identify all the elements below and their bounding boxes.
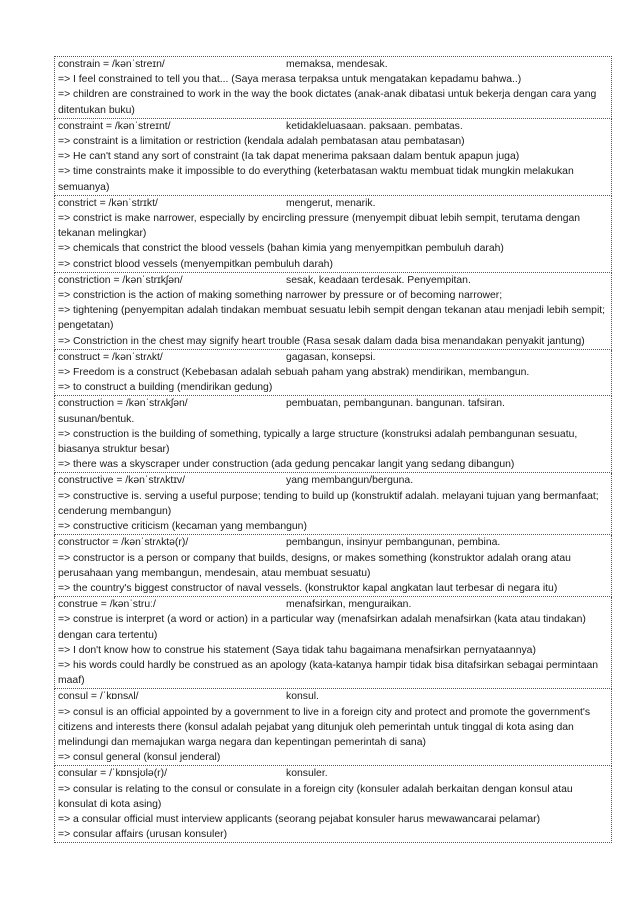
vocab-entry	[54, 56, 612, 119]
entry-headline	[58, 396, 609, 411]
entry-headline	[58, 196, 609, 211]
entry-headline	[58, 535, 609, 550]
entry-example: => I don't know how to construe his statement (Saya tidak tahu bagaimana menafsirkan pernyataannya)	[58, 644, 536, 656]
entry-example: => consular affairs (urusan konsuler)	[58, 829, 228, 841]
entry-example: => his words could hardly be construed as an apology (kata-katanya hampir tidak bisa ditafsirkan sebagai permintaan maaf)	[58, 659, 599, 687]
entry-example: => I feel constrained to tell you that... (Saya merasa terpaksa untuk mengatakan kepadamu bahwa..)	[58, 74, 522, 86]
vocab-entry	[54, 535, 612, 597]
vocab-entry	[54, 396, 612, 473]
entry-headline	[58, 689, 609, 704]
entry-example: => time constraints make it impossible to do everything (keterbatasan waktu membuat tidak mungkin melakukan semuanya)	[58, 166, 574, 193]
entry-term: construction = /kənˈstrʌkʃən/	[58, 398, 188, 410]
entry-headline	[58, 473, 609, 488]
entry-meaning: pembuatan, pembangunan. bangunan. tafsiran.	[286, 398, 505, 410]
entry-example: => constructor is a person or company that builds, designs, or makes something (konstruktor adalah orang atau perusahaan yang membangun, mendesain, atau membuat sesuatu)	[58, 552, 571, 579]
entry-example: => there was a skyscraper under construction (ada gedung pencakar langit yang sedang dibangun)	[58, 459, 515, 471]
entry-term: consul = /ˈkɒnsʌl/	[58, 691, 139, 703]
entry-example: => constriction is the action of making something narrower by pressure or of becoming narrower;	[58, 290, 503, 302]
vocab-entry	[54, 597, 612, 689]
entry-meaning: mengerut, menarik.	[286, 197, 376, 209]
vocab-entry	[54, 350, 612, 397]
entry-headline	[58, 273, 609, 288]
entry-headline	[58, 350, 609, 365]
entry-example: => a consular official must interview applicants (seorang pejabat konsuler harus mewawancarai pelamar)	[58, 813, 541, 825]
entry-meaning: yang membangun/berguna.	[286, 475, 414, 487]
entry-headline	[58, 597, 609, 612]
vocab-entry	[54, 766, 612, 843]
entry-example: => to construct a building (mendirikan gedung)	[58, 382, 273, 394]
entry-meaning: konsuler.	[286, 768, 328, 780]
entry-term: constrain = /kənˈstreɪn/	[58, 59, 165, 70]
entry-example: => construe is interpret (a word or action) in a particular way (menafsirkan adalah menafsirkan (kata atau tindakan) dengan cara tertentu)	[58, 614, 586, 641]
entry-example: => consul general (konsul jenderal)	[58, 752, 221, 764]
entry-example: => construction is the building of something, typically a large structure (konstruksi adalah pembangunan sesuatu, biasanya struktur besar)	[58, 428, 578, 456]
vocabulary-table	[54, 56, 612, 843]
entry-example: => Freedom is a construct (Kebebasan adalah sebuah paham yang abstrak) mendirikan, membangun.	[58, 367, 530, 379]
vocab-entry	[54, 196, 612, 273]
entry-example: => the country's biggest constructor of naval vessels. (konstruktor kapal angkatan laut terbesar di negara itu)	[58, 582, 558, 594]
entry-term: consular = /ˈkɒnsjʊlə(r)/	[58, 768, 167, 780]
entry-term: construe = /kənˈstruː/	[58, 599, 156, 611]
entry-meaning: ketidakleluasaan. paksaan. pembatas.	[286, 120, 463, 132]
entry-headline	[58, 119, 609, 134]
entry-term: constriction = /kənˈstrɪkʃən/	[58, 274, 183, 286]
entry-meaning: sesak, keadaan terdesak. Penyempitan.	[286, 274, 471, 286]
vocab-entry	[54, 119, 612, 196]
entry-example: => constructive criticism (kecaman yang membangun)	[58, 521, 307, 533]
entry-example: => Constriction in the chest may signify heart trouble (Rasa sesak dalam dada bisa menandakan penyakit jantung)	[58, 335, 585, 347]
entry-term: construct = /kənˈstrʌkt/	[58, 351, 163, 363]
entry-example: => constructive is. serving a useful purpose; tending to build up (konstruktif adalah. melayani tujuan yang bermanfaat; cenderung membangun)	[58, 490, 599, 517]
entry-meaning: menafsirkan, menguraikan.	[286, 599, 412, 611]
entry-example: => chemicals that constrict the blood vessels (bahan kimia yang menyempitkan pembuluh darah)	[58, 243, 504, 255]
entry-example: => constrict is make narrower, especially by encircling pressure (menyempit dibuat lebih sempit, terutama dengan tekanan melingkar)	[58, 213, 581, 240]
entry-example: => consul is an official appointed by a government to live in a foreign city and protect and promote the government's citizens and interests there (konsul adalah pejabat yang ditunjuk oleh pemerintah untuk tinggal di kota asing dan melindungi dan memajukan warga negara dan kepentingan pemerintah di sana)	[58, 706, 591, 748]
entry-example: => constrict blood vessels (menyempitkan pembuluh darah)	[58, 258, 333, 270]
entry-meaning: konsul.	[286, 691, 319, 703]
entry-example: => children are constrained to work in the way the book dictates (anak-anak dibatasi untuk bekerja dengan cara yang ditentukan buku)	[58, 89, 597, 116]
entry-term: constrict = /kənˈstrɪkt/	[58, 197, 158, 209]
entry-example: => consular is relating to the consul or consulate in a foreign city (konsuler adalah berkaitan dengan konsul atau konsulat di kota asing)	[58, 783, 573, 810]
entry-example: => He can't stand any sort of constraint (Ia tak dapat menerima paksaan dalam bentuk apapun juga)	[58, 151, 520, 163]
entry-headline	[58, 57, 609, 72]
vocab-entry	[54, 689, 612, 766]
entry-example: => constraint is a limitation or restriction (kendala adalah pembatasan atau pembatasan)	[58, 136, 465, 148]
vocab-entry	[54, 473, 612, 535]
entry-meaning: pembangun, insinyur pembangunan, pembina.	[286, 537, 501, 549]
entry-example: susunan/bentuk.	[58, 413, 135, 425]
entry-term: constructor = /kənˈstrʌktə(r)/	[58, 537, 189, 549]
entry-term: constraint = /kənˈstreɪnt/	[58, 120, 171, 132]
entry-term: constructive = /kənˈstrʌktɪv/	[58, 475, 185, 487]
vocab-entry	[54, 273, 612, 350]
entry-meaning: gagasan, konsepsi.	[286, 351, 376, 363]
entry-example: => tightening (penyempitan adalah tindakan membuat sesuatu lebih sempit dengan tekanan atau menjadi lebih sempit; pengetatan)	[58, 305, 606, 332]
entry-headline	[58, 766, 609, 781]
entry-meaning: memaksa, mendesak.	[286, 59, 388, 70]
